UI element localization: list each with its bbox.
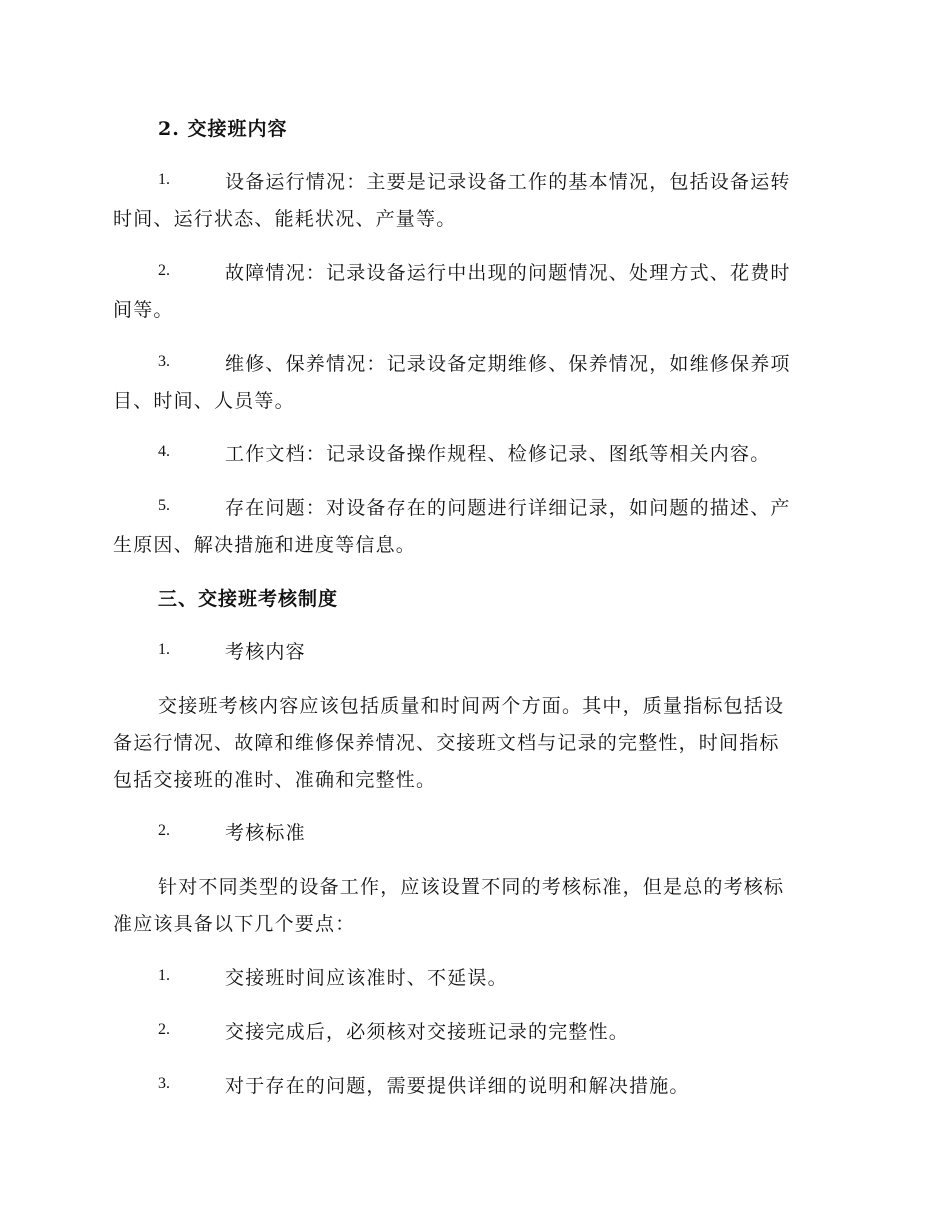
paragraph-line: 备运行情况、故障和维修保养情况、交接班文档与记录的完整性，时间指标 (113, 732, 780, 754)
subsection-title: 考核标准 (225, 822, 306, 844)
paragraph-line: 交接班考核内容应该包括质量和时间两个方面。其中，质量指标包括设 (158, 695, 785, 717)
subsection-number: 2. (158, 822, 170, 839)
section-heading: 2. 交接班内容 (158, 118, 288, 140)
paragraph-line: 准应该具备以下几个要点： (113, 913, 356, 935)
list-item-text: 对于存在的问题，需要提供详细的说明和解决措施。 (225, 1075, 690, 1097)
list-item-text: 交接完成后，必须核对交接班记录的完整性。 (225, 1021, 630, 1043)
list-item-text: 工作文档：记录设备操作规程、检修记录、图纸等相关内容。 (225, 443, 771, 465)
list-item-number: 4. (158, 443, 170, 460)
paragraph-line: 针对不同类型的设备工作，应该设置不同的考核标准，但是总的考核标 (158, 876, 785, 898)
list-item-number: 2. (158, 262, 170, 279)
list-item-number: 2. (158, 1021, 170, 1038)
paragraph-line: 包括交接班的准时、准确和完整性。 (113, 769, 437, 791)
list-item-text: 设备运行情况：主要是记录设备工作的基本情况，包括设备运转 (225, 171, 791, 193)
list-item-text-continued: 时间、运行状态、能耗状况、产量等。 (113, 208, 457, 230)
list-item-text: 故障情况：记录设备运行中出现的问题情况、处理方式、花费时 (225, 262, 791, 284)
list-item-text: 维修、保养情况：记录设备定期维修、保养情况，如维修保养项 (225, 353, 791, 375)
list-item-text-continued: 目、时间、人员等。 (113, 390, 295, 412)
list-item-number: 3. (158, 1075, 170, 1092)
list-item-number: 3. (158, 353, 170, 370)
subsection-title: 考核内容 (225, 641, 306, 663)
list-item-text: 存在问题：对设备存在的问题进行详细记录，如问题的描述、产 (225, 497, 791, 519)
list-item-number: 1. (158, 171, 170, 188)
section-heading: 三、交接班考核制度 (158, 588, 339, 610)
list-item-text-continued: 间等。 (113, 299, 174, 321)
list-item-text-continued: 生原因、解决措施和进度等信息。 (113, 534, 417, 556)
list-item-text: 交接班时间应该准时、不延误。 (225, 967, 508, 989)
subsection-number: 1. (158, 641, 170, 658)
list-item-number: 5. (158, 497, 170, 514)
list-item-number: 1. (158, 967, 170, 984)
